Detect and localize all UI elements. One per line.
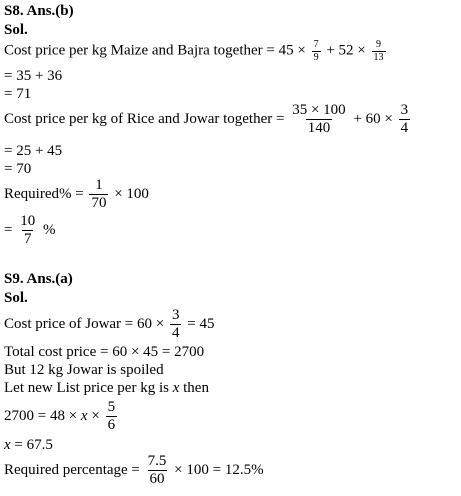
fraction-numerator: 7.5 [147,453,167,469]
s8-line7-tail: × 100 [114,186,149,203]
s9-sol-label: Sol. [4,290,28,306]
s9-line-required [4,454,264,487]
s8-line1-text: Cost price per kg Maize and Bajra together = 45 × [4,42,306,59]
s8-line-required [4,178,149,211]
s9-line4-tail: then [183,380,209,396]
s8-line-result [4,214,55,247]
fraction-denominator: 6 [107,416,116,433]
s9-line5-text: 2700 = 48 × [4,408,78,425]
s8-line6: = 70 [4,161,32,177]
fraction-denominator: 70 [91,194,107,211]
fraction-denominator: 9 [313,51,319,63]
s8-heading: S8. Ans.(b) [4,3,74,19]
s9-line-equation [4,400,119,433]
fraction-numerator: 5 [107,399,116,415]
fraction [170,308,182,341]
fraction-denominator: 7 [23,230,32,247]
s8-line4-text: Cost price per kg of Rice and Jowar together = [4,111,285,128]
s9-line3: But 12 kg Jowar is spoiled [4,362,164,378]
fraction [106,400,118,433]
s9-line-cost-jowar [4,308,214,341]
fraction-numerator: 3 [400,102,409,118]
fraction [18,214,37,247]
fraction-numerator: 9 [376,39,381,50]
s8-line1-mid: + 52 × [326,42,366,59]
variable-x: x [80,408,88,425]
fraction-denominator: 60 [149,470,165,487]
s8-line2: = 35 + 36 [4,68,63,84]
s8-line3: = 71 [4,86,32,102]
fraction-numerator: 35 × 100 [292,102,346,118]
fraction [290,103,347,136]
fraction-denominator: 13 [373,51,384,63]
s9-line2: Total cost price = 60 × 45 = 2700 [4,344,205,360]
fraction-denominator: 4 [400,119,409,136]
s9-heading: S9. Ans.(a) [4,271,73,287]
fraction [89,178,108,211]
fraction-numerator: 3 [171,307,180,323]
s8-sol-label: Sol. [4,22,28,38]
s9-line4-text: Let new List price per kg is [4,380,169,396]
s9-line7-text: Required percentage = [4,462,140,479]
variable-x: x [4,437,11,453]
fraction-numerator: 7 [313,39,319,50]
variable-x: x [172,380,180,396]
s9-line-x [4,436,53,454]
s9-line6-tail: = 67.5 [14,437,53,453]
s9-line7-tail: × 100 = 12.5% [174,462,264,479]
s8-line5: = 25 + 45 [4,143,63,159]
s8-line8-tail: % [42,222,56,239]
s9-line5-mid: × [91,408,100,425]
s8-line-maize-bajra [4,40,388,63]
fraction-denominator: 4 [171,324,180,341]
fraction [372,40,386,63]
s8-line-rice-jowar [4,103,412,136]
s8-line8-eq: = [4,222,13,239]
s9-line-let [4,379,209,397]
s8-line4-mid: + 60 × [353,111,393,128]
fraction [312,40,321,63]
fraction [399,103,411,136]
fraction [146,454,169,487]
s8-line7-text: Required% = [4,186,84,203]
fraction-denominator: 140 [307,119,331,136]
fraction-numerator: 10 [20,213,36,229]
s9-line1-text: Cost price of Jowar = 60 × [4,316,165,333]
fraction-numerator: 1 [95,177,103,193]
s9-line1-tail: = 45 [187,316,215,333]
